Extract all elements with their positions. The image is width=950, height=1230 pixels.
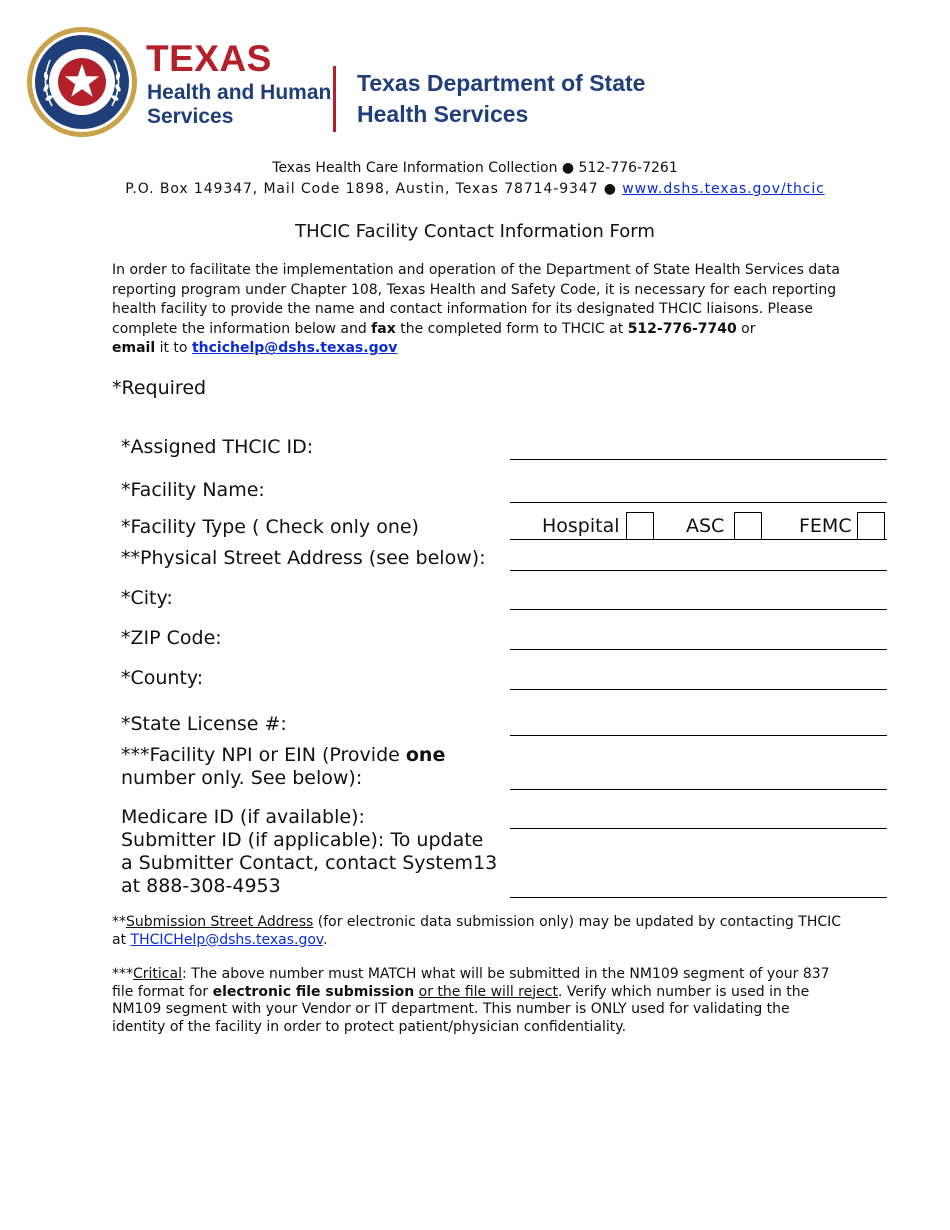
physical-address-input-line[interactable] — [510, 570, 887, 571]
city-input-line[interactable] — [510, 609, 887, 610]
hhs-logo-subtitle: Health and Human Services — [147, 81, 332, 128]
footnote-submission-address: **Submission Street Address (for electronic data submission only) may be updated by contacting THCIC at THCICHelp@dshs.texas.gov. — [112, 914, 842, 948]
thcic-id-input-line[interactable] — [510, 459, 887, 460]
hospital-option-label: Hospital — [542, 515, 620, 537]
intro-paragraph: In order to facilitate the implementation and operation of the Department of State Health Services data reporting program under Chapter 108, Texas Health and Safety Code, it is necessary for each reporting health facility to provide the name and contact information for its designated THCIC liaisons. Please complete the information below and fax the completed form to THCIC at 512-776-7740 or email it to thcichelp@dshs.texas.gov — [112, 262, 840, 357]
asc-option-label: ASC — [686, 515, 725, 537]
contact-line-phone: Texas Health Care Information Collection ● 512-776-7261 — [272, 160, 678, 176]
thcic-help-email-link[interactable]: THCICHelp@dshs.texas.gov — [130, 931, 324, 948]
hhs-logo-title: TEXAS — [146, 38, 272, 79]
website-link[interactable]: www.dshs.texas.gov/thcic — [622, 181, 825, 197]
county-label: *County: — [121, 667, 204, 689]
contact-line-address: P.O. Box 149347, Mail Code 1898, Austin, Texas 78714-9347 ● www.dshs.texas.gov/thcic — [125, 181, 825, 197]
npi-ein-input-line[interactable] — [510, 789, 887, 790]
npi-ein-label: ***Facility NPI or EIN (Provide one number only. See below): — [121, 744, 446, 789]
city-label: *City: — [121, 587, 173, 609]
dshs-logo-name: Texas Department of State Health Services — [357, 70, 646, 127]
femc-checkbox[interactable] — [857, 512, 885, 540]
facility-name-input-line[interactable] — [510, 502, 887, 503]
thcic-id-label: *Assigned THCIC ID: — [121, 436, 314, 458]
facility-name-label: *Facility Name: — [121, 479, 265, 501]
physical-address-label: **Physical Street Address (see below): — [121, 547, 486, 569]
logo-divider — [333, 66, 336, 132]
state-license-label: *State License #: — [121, 713, 287, 735]
form-title: THCIC Facility Contact Information Form — [295, 221, 655, 242]
required-note: *Required — [112, 377, 207, 399]
texas-hhs-seal-logo — [26, 26, 138, 138]
asc-checkbox[interactable] — [734, 512, 762, 540]
facility-type-line — [510, 539, 887, 540]
submitter-id-input-line[interactable] — [510, 897, 887, 898]
zip-input-line[interactable] — [510, 649, 887, 650]
medicare-id-input-line[interactable] — [510, 828, 887, 829]
zip-label: *ZIP Code: — [121, 627, 222, 649]
submitter-id-label: Submitter ID (if applicable): To update a Submitter Contact, contact System13 at 888-308-4953 — [121, 829, 498, 897]
email-link[interactable]: thcichelp@dshs.texas.gov — [191, 340, 398, 357]
footnote-critical: ***Critical: The above number must MATCH what will be submitted in the NM109 segment of your 837 file format for electronic file submission or the file will reject. Verify which number is used in the NM109 segment with your Vendor or IT department. This number is ONLY used for validating the identity of the facility in order to protect patient/physician confidentiality. — [112, 966, 830, 1035]
hospital-checkbox[interactable] — [626, 512, 654, 540]
county-input-line[interactable] — [510, 689, 887, 690]
femc-option-label: FEMC — [799, 515, 852, 537]
medicare-id-label: Medicare ID (if available): — [121, 806, 365, 828]
facility-type-label: *Facility Type ( Check only one) — [121, 516, 419, 538]
state-license-input-line[interactable] — [510, 735, 887, 736]
